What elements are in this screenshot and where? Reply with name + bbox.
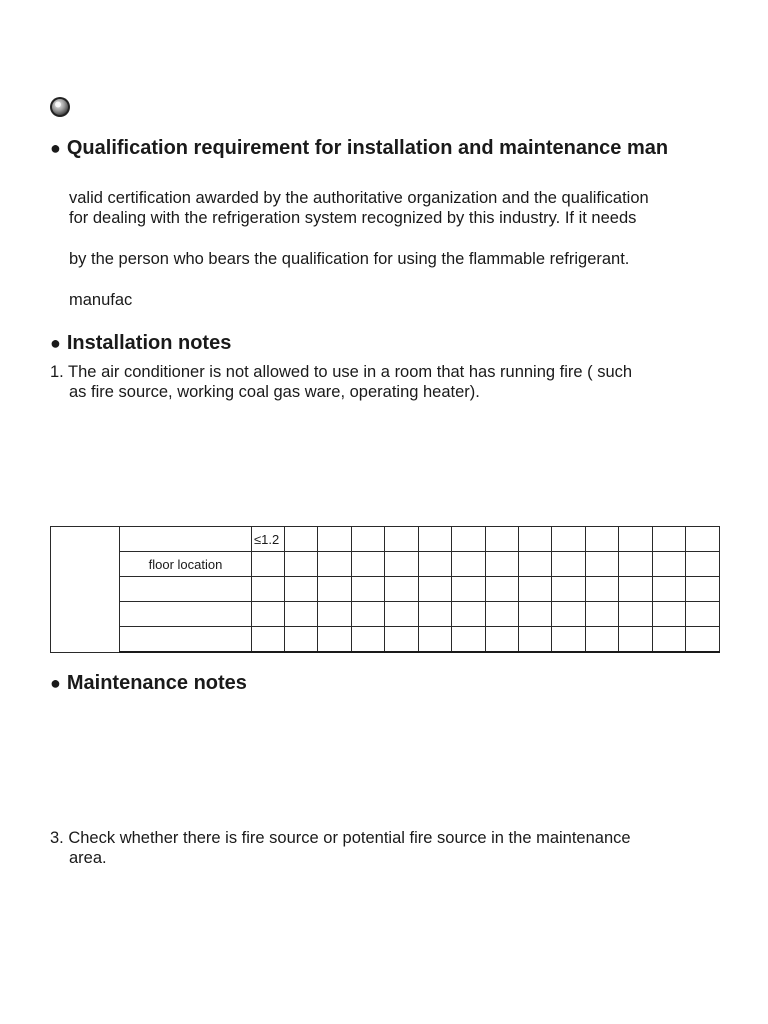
table-row [51,577,720,602]
table-row [51,627,720,653]
table-cell [653,577,686,602]
table-cell [619,577,653,602]
table-cell [452,552,486,577]
qualification-line-4: manufac [69,291,133,309]
table-cell [653,627,686,653]
table-cell [385,552,419,577]
table-side-cell [51,527,120,653]
table-cell [486,627,519,653]
table-cell [318,602,352,627]
table-cell [686,602,720,627]
table-cell [653,527,686,552]
qualification-line-1: valid certification awarded by the authoritative organization and the qualification [69,189,649,207]
table-cell [552,527,586,552]
installation-item-1-line-1: 1. The air conditioner is not allowed to use in a room that has running fire ( such [50,363,633,381]
installation-heading [50,331,231,355]
table-cell [252,552,285,577]
floor-location-grid [50,526,720,653]
bullet: ● [50,673,61,693]
table-label-cell [120,527,252,552]
table-cell [352,527,385,552]
table-cell [586,527,619,552]
table-cell [586,627,619,653]
table-cell [352,552,385,577]
table-row [51,602,720,627]
table-cell [519,552,552,577]
table-cell [385,527,419,552]
table-cell [586,602,619,627]
table-cell [385,577,419,602]
table-cell [653,602,686,627]
table-cell [252,577,285,602]
table-cell [285,552,318,577]
table-cell [452,627,486,653]
floor-location-table [50,526,719,650]
table-cell [419,602,452,627]
table-cell [486,577,519,602]
maintenance-heading-text: Maintenance notes [66,672,247,694]
table-cell [519,627,552,653]
table-cell [318,552,352,577]
table-cell [552,552,586,577]
table-row [51,552,720,577]
table-cell [285,527,318,552]
qualification-line-2: for dealing with the refrigeration system recognized by this industry. If it needs [69,209,637,227]
table-cell [452,577,486,602]
table-cell [586,552,619,577]
table-cell [686,627,720,653]
table-cell [552,627,586,653]
maintenance-heading [50,671,247,695]
warning-circle-icon [49,96,71,118]
table-cell [252,627,285,653]
bullet: ● [50,138,61,158]
installation-heading-text: Installation notes [66,332,232,354]
table-cell [686,577,720,602]
table-cell [519,527,552,552]
table-cell [318,627,352,653]
qualification-line-3: by the person who bears the qualification for using the flammable refrigerant. [69,250,630,268]
table-cell [686,527,720,552]
bullet: ● [50,333,61,353]
table-cell [519,577,552,602]
table-cell [419,627,452,653]
qualification-heading [50,136,668,160]
table-label-cell: floor location [120,552,252,577]
table-cell [586,577,619,602]
table-cell [452,527,486,552]
table-cell [619,552,653,577]
table-cell [619,527,653,552]
table-cell [419,527,452,552]
table-cell: ≤1.2 [252,527,285,552]
table-cell [452,602,486,627]
table-cell [285,627,318,653]
table-cell [318,577,352,602]
table-cell [552,602,586,627]
table-cell [419,552,452,577]
maintenance-item-3-line-2: area. [69,849,107,867]
table-cell [686,552,720,577]
table-cell [486,552,519,577]
table-cell [619,627,653,653]
table-cell [352,602,385,627]
table-cell [385,627,419,653]
table-cell [285,602,318,627]
table-cell [653,552,686,577]
table-cell [619,602,653,627]
installation-item-1-line-2: as fire source, working coal gas ware, operating heater). [69,383,480,401]
table-row [51,527,720,552]
table-label-cell [120,602,252,627]
table-cell [285,577,318,602]
table-cell [552,577,586,602]
table-cell [252,602,285,627]
table-cell [352,627,385,653]
table-cell [519,602,552,627]
table-cell [486,602,519,627]
table-cell [486,527,519,552]
table-label-cell [120,577,252,602]
table-cell [385,602,419,627]
table-label-cell [120,627,252,653]
table-cell [352,577,385,602]
table-cell [419,577,452,602]
qualification-heading-text: Qualification requirement for installation and maintenance man [66,137,669,159]
table-cell [318,527,352,552]
maintenance-item-3-line-1: 3. Check whether there is fire source or potential fire source in the maintenance [50,829,631,847]
